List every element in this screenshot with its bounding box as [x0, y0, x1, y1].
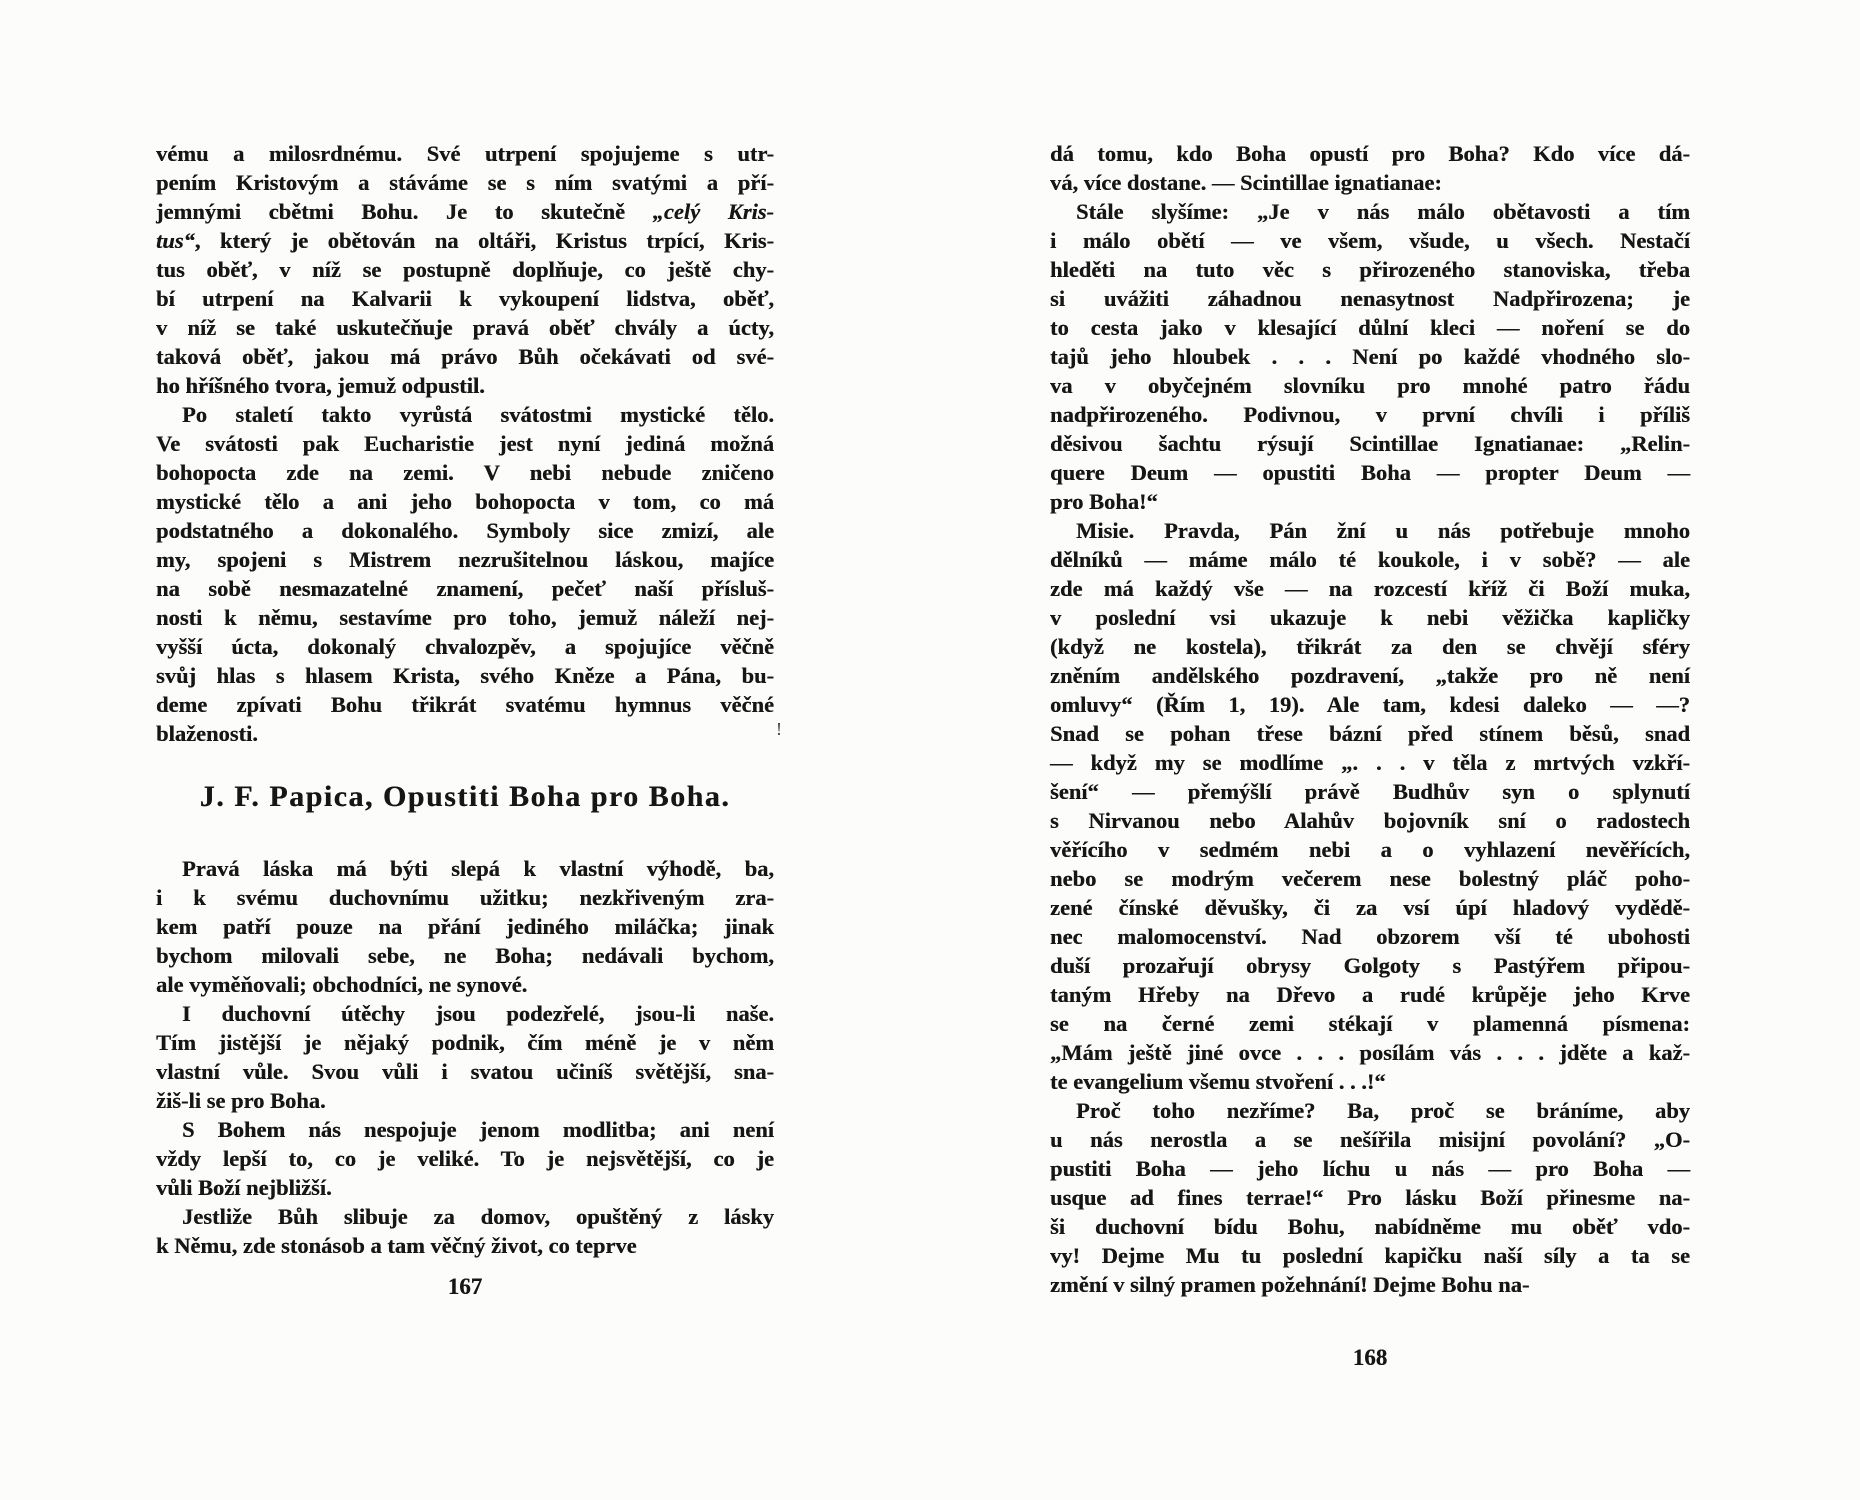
text-line [1050, 1096, 1690, 1125]
text-line [1050, 458, 1690, 487]
body-text: kem patří pouze na přání jediného miláčka; jinak [156, 914, 774, 939]
text-line [1050, 574, 1690, 603]
text-line [156, 371, 774, 400]
body-text: vy! Dejme Mu tu poslední kapičku naší síly a ta se [1050, 1243, 1690, 1268]
body-text: Po staletí takto vyrůstá svátostmi mystické tělo. [182, 402, 774, 427]
body-text: vždy lepší to, co je veliké. To je nejsvětější, co je [156, 1146, 774, 1171]
body-text: změní v silný pramen požehnání! Dejme Bohu na- [1050, 1272, 1530, 1297]
body-text: svůj hlas s hlasem Krista, svého Kněze a Pána, bu- [156, 663, 774, 688]
text-line [1050, 429, 1690, 458]
body-text: bohopocta zde na zemi. V nebi nebude zničeno [156, 460, 774, 485]
text-line [1050, 487, 1690, 516]
body-text: blaženosti. [156, 721, 258, 746]
body-text: žiš-li se pro Boha. [156, 1088, 326, 1113]
body-text: bychom milovali sebe, ne Boha; nedávali bychom, [156, 943, 774, 968]
body-text: u nás nerostla a se nešířila misijní povolání? „O- [1050, 1127, 1690, 1152]
text-line [1050, 603, 1690, 632]
body-text: „Mám ještě jiné ovce . . . posílám vás . . . jděte a kaž- [1050, 1040, 1690, 1065]
text-line [1050, 719, 1690, 748]
text-line [156, 1086, 774, 1115]
left-page [156, 139, 782, 1300]
text-line [1050, 516, 1690, 545]
body-text: usque ad fines terrae!“ Pro lásku Boží přinesme na- [1050, 1185, 1690, 1210]
text-line [1050, 226, 1690, 255]
body-text: děsivou šachtu rýsují Scintillae Ignatianae: „Relin- [1050, 431, 1690, 456]
text-line [1050, 951, 1690, 980]
body-text: si uvážiti záhadnou nenasytnost Nadpřirozena; je [1050, 286, 1690, 311]
body-text: Tím jistější je nějaký podnik, čím méně je v něm [156, 1030, 774, 1055]
text-line [156, 197, 774, 226]
paragraph [156, 854, 774, 999]
text-line [1050, 777, 1690, 806]
left-page-text [156, 139, 774, 1260]
body-text: i k svému duchovnímu užitku; nezkřiveným zra- [156, 885, 774, 910]
ink-artifact-mark: ! [776, 719, 782, 739]
text-line [1050, 545, 1690, 574]
text-line [1050, 1154, 1690, 1183]
text-line [156, 1173, 774, 1202]
page-number-right: 168 [1352, 1345, 1388, 1370]
text-line [156, 545, 774, 574]
text-line [156, 719, 774, 748]
body-text: nosti k němu, sestavíme pro toho, jemuž náleží nej- [156, 605, 774, 630]
text-line [156, 1057, 774, 1086]
italic-text: „celý Kris- [652, 199, 775, 224]
text-line [1050, 893, 1690, 922]
body-text: vá, více dostane. — Scintillae ignatianae: [1050, 170, 1442, 195]
text-line [156, 400, 774, 429]
body-text: va v obyčejném slovníku pro mnohé patro řádu [1050, 373, 1690, 398]
text-line [1050, 1212, 1690, 1241]
right-page [1050, 139, 1690, 1371]
right-page-text [1050, 139, 1690, 1299]
body-text: — když my se modlíme „. . . v těla z mrtvých vzkří- [1050, 750, 1690, 775]
body-text: te evangelium všemu stvoření . . .!“ [1050, 1069, 1386, 1094]
text-line [1050, 139, 1690, 168]
body-text: se na černé zemi stékají v plamenná písmena: [1050, 1011, 1690, 1036]
text-line [1050, 806, 1690, 835]
text-line [1050, 661, 1690, 690]
text-line [156, 516, 774, 545]
body-text: s Nirvanou nebo Alahův bojovník sní o radostech [1050, 808, 1690, 833]
body-text: Ve svátosti pak Eucharistie jest nyní jediná možná [156, 431, 774, 456]
text-line [156, 226, 774, 255]
body-text: tajů jeho hloubek . . . Není po každé vhodného slo- [1050, 344, 1690, 369]
page-number-left: 167 [447, 1274, 483, 1299]
paragraph [156, 1202, 774, 1260]
body-text: taným Hřeby na Dřevo a rudé krůpěje jeho Krve [1050, 982, 1690, 1007]
text-line [1050, 371, 1690, 400]
body-text: zněním andělského pozdravení, „takže pro ně není [1050, 663, 1690, 688]
body-text: v níž se také uskutečňuje pravá oběť chvály a úcty, [156, 315, 774, 340]
text-line [156, 941, 774, 970]
text-line [1050, 864, 1690, 893]
text-line [1050, 980, 1690, 1009]
paragraph [156, 139, 774, 400]
body-text: Stále slyšíme: „Je v nás málo obětavosti a tím [1076, 199, 1690, 224]
text-line [156, 168, 774, 197]
text-line [1050, 1009, 1690, 1038]
text-line [156, 883, 774, 912]
body-text: vlastní vůle. Svou vůli i svatou učiníš světější, sna- [156, 1059, 774, 1084]
text-line [156, 632, 774, 661]
text-line [1050, 284, 1690, 313]
text-line [1050, 1270, 1690, 1299]
text-line [156, 139, 774, 168]
body-text: taková oběť, jakou má právo Bůh očekávati od své- [156, 344, 774, 369]
body-text: Misie. Pravda, Pán žní u nás potřebuje mnoho [1076, 518, 1690, 543]
body-text: nadpřirozeného. Podivnou, v první chvíli i příliš [1050, 402, 1690, 427]
body-text: pro Boha!“ [1050, 489, 1158, 514]
text-line [156, 603, 774, 632]
body-text: nebo se modrým večerem nese bolestný pláč poho- [1050, 866, 1690, 891]
body-text: duší prozařují obrysy Golgoty s Pastýřem připou- [1050, 953, 1690, 978]
text-line [156, 342, 774, 371]
body-text: i málo obětí — ve všem, všude, u všech. Nestačí [1050, 228, 1690, 253]
text-line [1050, 632, 1690, 661]
paragraph [156, 999, 774, 1115]
body-text: Snad se pohan třese bázní před stínem běsů, snad [1050, 721, 1690, 746]
body-text: tus oběť, v níž se postupně doplňuje, co ještě chy- [156, 257, 774, 282]
paragraph [1050, 516, 1690, 1096]
text-line [156, 313, 774, 342]
body-text: v poslední vsi ukazuje k nebi věžička kapličky [1050, 605, 1690, 630]
text-line [156, 661, 774, 690]
body-text: vůli Boží nejbližší. [156, 1175, 332, 1200]
body-text: na sobě nesmazatelné znamení, pečeť naší přísluš- [156, 576, 774, 601]
text-line [1050, 1241, 1690, 1270]
body-text: Jestliže Bůh slibuje za domov, opuštěný z lásky [182, 1204, 774, 1229]
body-text: dělníků — máme málo té koukole, i v sobě? — ale [1050, 547, 1690, 572]
body-text: (když ne kostela), třikrát za den se chvějí sféry [1050, 634, 1690, 659]
text-line [156, 1115, 774, 1144]
body-text: my, spojeni s Mistrem nezrušitelnou láskou, majíce [156, 547, 774, 572]
body-text: věřícího v sedmém nebi a o vyhlazení nevěřících, [1050, 837, 1690, 862]
text-line [156, 574, 774, 603]
text-line [1050, 168, 1690, 197]
text-line [1050, 197, 1690, 226]
body-text: dá tomu, kdo Boha opustí pro Boha? Kdo více dá- [1050, 141, 1690, 166]
body-text: podstatného a dokonalého. Symboly sice zmizí, ale [156, 518, 774, 543]
body-text: k Němu, zde stonásob a tam věčný život, co teprve [156, 1233, 637, 1258]
body-text: bí utrpení na Kalvarii k vykoupení lidstva, oběť, [156, 286, 774, 311]
text-line [156, 854, 774, 883]
text-line [156, 912, 774, 941]
italic-text: tus“ [156, 228, 195, 253]
text-line [1050, 1125, 1690, 1154]
body-text: deme zpívati Bohu třikrát svatému hymnus věčné [156, 692, 774, 717]
body-text: mystické tělo a ani jeho bohopocta v tom, co má [156, 489, 774, 514]
text-line [1050, 313, 1690, 342]
text-line [156, 1202, 774, 1231]
body-text: to cesta jako v klesající důlní kleci — noření se do [1050, 315, 1690, 340]
text-line [1050, 400, 1690, 429]
body-text: S Bohem nás nespojuje jenom modlitba; ani není [182, 1117, 774, 1142]
text-line [1050, 835, 1690, 864]
paragraph [156, 1115, 774, 1202]
paragraph [1050, 139, 1690, 197]
body-text: Proč toho nezříme? Ba, proč se bráníme, aby [1076, 1098, 1690, 1123]
body-text: jemnými cbětmi Bohu. Je to skutečně [156, 199, 653, 224]
body-text: vému a milosrdnému. Své utrpení spojujeme s utr- [156, 141, 774, 166]
body-text: pením Kristovým a stáváme se s ním svatými a pří- [156, 170, 774, 195]
body-text: pustiti Boha — jeho líchu u nás — pro Boha — [1050, 1156, 1690, 1181]
text-line [1050, 748, 1690, 777]
text-line [156, 690, 774, 719]
body-text: I duchovní útěchy jsou podezřelé, jsou-li naše. [182, 1001, 774, 1026]
body-text: Pravá láska má býti slepá k vlastní výhodě, ba, [182, 856, 774, 881]
chapter-heading: J. F. Papica, Opustiti Boha pro Boha. [199, 780, 731, 813]
body-text: zde má každý vše — na rozcestí kříž či Boží muka, [1050, 576, 1690, 601]
body-text: ši duchovní bídu Bohu, nabídněme mu oběť vdo- [1050, 1214, 1690, 1239]
body-text: ho hříšného tvora, jemuž odpustil. [156, 373, 485, 398]
paragraph [1050, 197, 1690, 516]
body-text: šení“ — přemýšlí právě Budhův syn o splynutí [1050, 779, 1690, 804]
text-line [1050, 1183, 1690, 1212]
body-text: nec malomocenství. Nad obzorem vší té ubohosti [1050, 924, 1690, 949]
body-text: zené čínské děvušky, či za vsí úpí hladový vydědě- [1050, 895, 1690, 920]
text-line [156, 999, 774, 1028]
text-line [1050, 1067, 1690, 1096]
text-line [156, 458, 774, 487]
text-line [156, 487, 774, 516]
text-line [1050, 1038, 1690, 1067]
body-text: vyšší úcta, dokonalý chvalozpěv, a spojujíce věčně [156, 634, 774, 659]
text-line [156, 255, 774, 284]
body-text: , který je obětován na oltáři, Kristus trpící, Kris- [194, 228, 774, 253]
text-line [156, 1231, 774, 1260]
body-text: quere Deum — opustiti Boha — propter Deum — [1050, 460, 1690, 485]
paragraph [1050, 1096, 1690, 1299]
text-line [1050, 690, 1690, 719]
text-line [156, 284, 774, 313]
text-line [156, 1144, 774, 1173]
text-line [156, 970, 774, 999]
text-line [1050, 922, 1690, 951]
text-line [1050, 255, 1690, 284]
body-text: omluvy“ (Řím 1, 19). Ale tam, kdesi daleko — —? [1050, 692, 1690, 717]
text-line [156, 1028, 774, 1057]
body-text: ale vyměňovali; obchodníci, ne synové. [156, 972, 528, 997]
paragraph [156, 400, 774, 748]
text-line [156, 429, 774, 458]
body-text: hleděti na tuto věc s přirozeného stanoviska, třeba [1050, 257, 1690, 282]
text-line [1050, 342, 1690, 371]
